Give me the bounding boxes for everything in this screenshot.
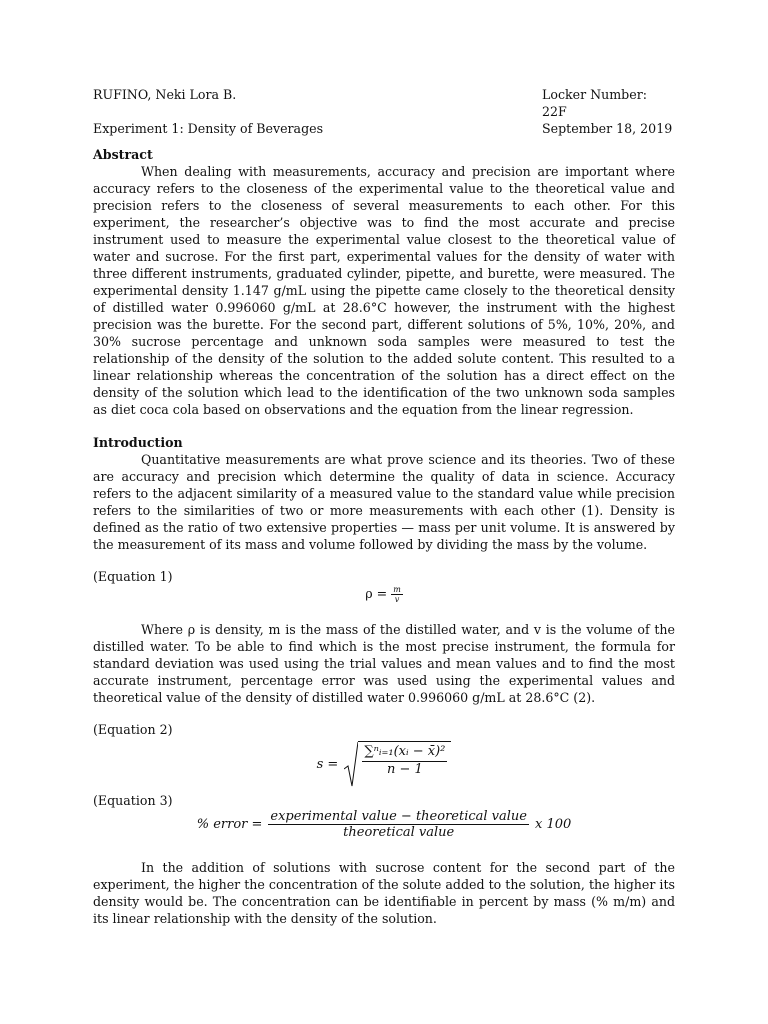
intro-paragraph-1: Quantitative measurements are what prove science and its theories. Two of these are accuracy and precision which determine the quality of data in science. Accuracy refers to the adjacent similarity of a measured value to the standard value while precision refers to the similarities of two or more measurements with each other (1). Density is defined as the ratio of two extensive properties — mass per unit volume. It is answered by the measurement of its mass and volume followed by dividing the mass by the volume. bbox=[93, 452, 675, 552]
equation-2-fraction bbox=[358, 741, 451, 787]
equation-1-fraction bbox=[391, 585, 403, 604]
radical-sign-icon bbox=[344, 741, 358, 787]
equation-3-rhs: x 100 bbox=[535, 816, 572, 832]
document-page bbox=[93, 86, 675, 927]
equation-3-fraction bbox=[268, 809, 529, 840]
report-date: September 18, 2019 bbox=[542, 121, 673, 136]
equation-3-denominator: theoretical value bbox=[343, 824, 455, 840]
intro-paragraph-2: Where ρ is density, m is the mass of the distilled water, and v is the volume of the distilled water. To be able to find which is the most precise instrument, the formula for standard deviation was used using the trial values and mean values and to find the most accurate instrument, percentage error was used using the experimental values and theoretical value of the density of distilled water 0.996060 g/mL at 28.6°C (2). bbox=[93, 622, 675, 705]
equation-3 bbox=[93, 807, 675, 841]
intro-paragraph-3: In the addition of solutions with sucrose content for the second part of the experiment, the higher the concentration of the solute added to the solution, the higher its density would be. The concentration can be identifiable in percent by mass (% m/m) and its linear relationship with the density of the solution. bbox=[93, 860, 675, 926]
abstract-text: When dealing with measurements, accuracy and precision are important where accuracy refers to the closeness of the experimental value to the theoretical value and precision refers to the closeness of several measurements to each other. For this experiment, the researcher’s objective was to find the most accurate and precise instrument used to measure the experimental value closest to the theoretical value of water and sucrose. For the first part, experimental values for the density of water with three different instruments, graduated cylinder, pipette, and burette, were measured. The experimental density 1.147 g/mL using the pipette came closely to the theoretical density of distilled water 0.996060 g/mL at 28.6°C however, the instrument with the highest precision was the burette. For the second part, different solutions of 5%, 10%, 20%, and 30% sucrose percentage and unknown soda samples were measured to test the relationship of the density of the solution to the added solute content. This resulted to a linear relationship whereas the concentration of the solution has a direct effect on the density of the solution which lead to the identification of the two unknown soda samples as diet coca cola based on observations and the equation from the linear regression. bbox=[93, 164, 675, 417]
abstract-heading: Abstract bbox=[93, 147, 153, 162]
header-row-2 bbox=[93, 120, 675, 137]
equation-1-lhs: ρ = bbox=[365, 586, 388, 601]
equation-1-denominator: v bbox=[394, 595, 400, 604]
equation-2-lhs: s = bbox=[316, 756, 339, 772]
author-name: RUFINO, Neki Lora B. bbox=[93, 87, 237, 102]
equation-2-denominator: n − 1 bbox=[386, 762, 423, 777]
equation-2-numerator: ∑ⁿᵢ₌₁(xᵢ − x̄)² bbox=[362, 744, 447, 762]
equation-1 bbox=[93, 585, 675, 611]
equation-3-lhs: % error = bbox=[196, 816, 263, 832]
header-row-1 bbox=[93, 86, 675, 120]
square-root bbox=[344, 741, 451, 787]
equation-1-label: (Equation 1) bbox=[93, 569, 173, 584]
equation-1-numerator: m bbox=[393, 585, 401, 594]
equation-3-numerator: experimental value − theoretical value bbox=[270, 808, 527, 824]
equation-2 bbox=[93, 738, 675, 790]
equation-3-label: (Equation 3) bbox=[93, 793, 173, 808]
introduction-heading: Introduction bbox=[93, 435, 183, 450]
equation-2-label: (Equation 2) bbox=[93, 722, 173, 737]
experiment-title: Experiment 1: Density of Beverages bbox=[93, 121, 324, 136]
locker-number: Locker Number: 22F bbox=[542, 87, 647, 119]
